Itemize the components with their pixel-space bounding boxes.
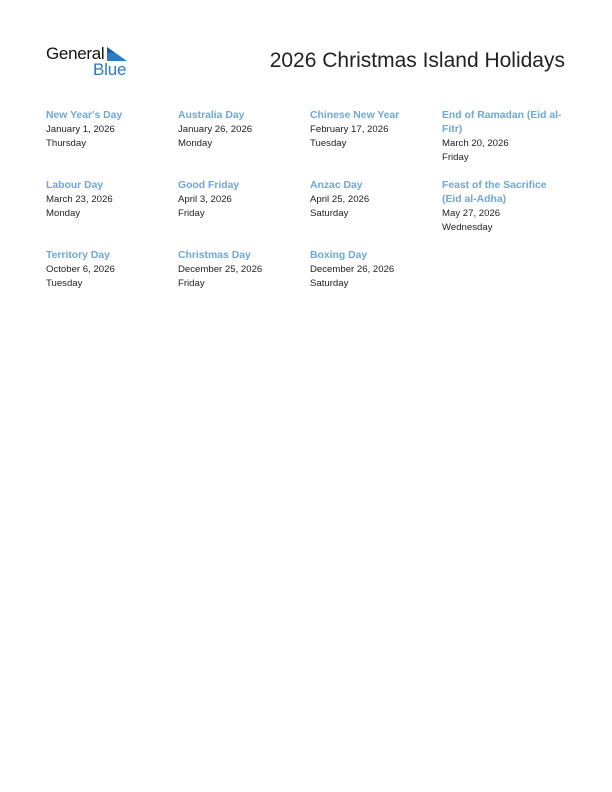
holiday-name: Australia Day xyxy=(178,110,245,121)
holiday-name: New Year's Day xyxy=(46,110,123,121)
logo-text-general: General xyxy=(46,44,105,63)
holiday-weekday: Saturday xyxy=(310,208,349,219)
holiday-name: Feast of the Sacrifice (Eid al-Adha) xyxy=(442,180,547,205)
holiday-date: December 26, 2026 xyxy=(310,264,395,275)
holiday-date: April 3, 2026 xyxy=(178,194,232,205)
logo-text-blue: Blue xyxy=(93,60,127,79)
holiday-weekday: Tuesday xyxy=(310,138,347,149)
holiday-date: February 17, 2026 xyxy=(310,124,389,135)
holiday-weekday: Tuesday xyxy=(46,278,83,289)
holiday-weekday: Monday xyxy=(46,208,81,219)
holiday-date: January 1, 2026 xyxy=(46,124,115,135)
holiday-entry xyxy=(442,109,566,165)
holiday-date: March 20, 2026 xyxy=(442,138,509,149)
holiday-entry xyxy=(178,249,302,291)
brand-logo xyxy=(46,44,136,80)
holiday-name: Labour Day xyxy=(46,180,104,191)
holiday-entry xyxy=(310,109,434,165)
holiday-entry xyxy=(46,109,170,165)
holiday-entry xyxy=(310,249,434,291)
holiday-name: Christmas Day xyxy=(178,250,251,261)
holiday-entry xyxy=(178,179,302,235)
holiday-weekday: Monday xyxy=(178,138,213,149)
holiday-entry xyxy=(178,109,302,165)
holiday-date: April 25, 2026 xyxy=(310,194,370,205)
holiday-grid xyxy=(46,109,576,291)
holiday-entry xyxy=(46,249,170,291)
holiday-name: Territory Day xyxy=(46,250,110,261)
holiday-entry xyxy=(310,179,434,235)
holiday-entry xyxy=(46,179,170,235)
holiday-date: October 6, 2026 xyxy=(46,264,115,275)
holiday-weekday: Friday xyxy=(178,208,205,219)
holiday-date: March 23, 2026 xyxy=(46,194,113,205)
holiday-name: Boxing Day xyxy=(310,250,368,261)
holiday-date: May 27, 2026 xyxy=(442,208,501,219)
holiday-weekday: Friday xyxy=(178,278,205,289)
holiday-entry xyxy=(442,179,566,235)
holiday-weekday: Saturday xyxy=(310,278,349,289)
page-title: 2026 Christmas Island Holidays xyxy=(269,49,565,72)
flag-icon xyxy=(107,47,127,61)
holiday-date: January 26, 2026 xyxy=(178,124,253,135)
holiday-name: End of Ramadan (Eid al-Fitr) xyxy=(442,110,562,135)
holiday-name: Good Friday xyxy=(178,180,240,191)
holiday-weekday: Wednesday xyxy=(442,222,493,233)
holiday-name: Chinese New Year xyxy=(310,110,400,121)
holiday-name: Anzac Day xyxy=(310,180,363,191)
holiday-weekday: Friday xyxy=(442,152,469,163)
holiday-date: December 25, 2026 xyxy=(178,264,263,275)
holiday-weekday: Thursday xyxy=(46,138,86,149)
